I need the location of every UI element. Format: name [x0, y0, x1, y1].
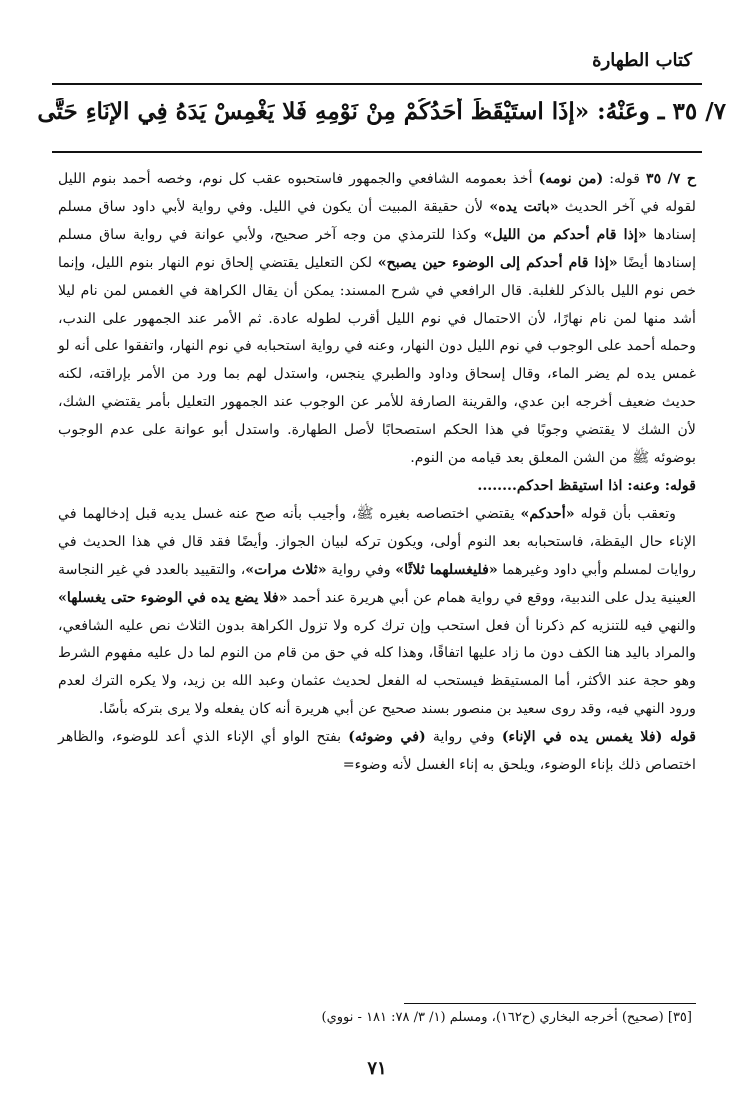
commentary-ref: ح ٧/ ٣٥ [645, 171, 696, 187]
hadith-divider [52, 151, 702, 153]
footnote: [٣٥] (صحيح) أخرجه البخاري (ح١٦٢)، ومسلم (١/ ٣/ ٧٨: ١٨١ - نووي) [321, 1010, 692, 1025]
bold-run: (في وضوئه) [348, 729, 426, 746]
commentary-body [58, 166, 696, 780]
commentary-heading [58, 473, 696, 501]
text-run: بفتح الواو أي الإناء الذي أعد للوضوء، والظاهر اختصاص ذلك بإناء الوضوء، ويلحق به إناء الغسل لأنه وضوء= [58, 729, 696, 774]
hadith-text: ٧/ ٣٥ ـ وعَنْهُ: «إذَا استَيْقَظَ أَحَدُكُمْ مِنْ نَوْمِهِ فَلا يَغْمِسْ يَدَهُ فِي الإِنَاءِ حَتَّى [37, 98, 726, 125]
bold-run: «إذا قام أحدكم من الليل» [483, 226, 647, 243]
text-run: وفي رواية [326, 561, 396, 578]
bold-run: قوله (فلا يغمس يده في الإناء) [501, 729, 696, 746]
text-run: قوله: [603, 171, 646, 187]
bold-run: «باتت يده» [489, 198, 559, 215]
text-run: والنهي فيه للتنزيه كم ذكرنا أن فعل استحب وإن ترك كره ولا تزول الكراهة بدون الثلاث نص عليه الشافعي، والمراد باليد هنا الكف دون ما زاد عليها اتفاقًا، وهذا كله في حق من قام من النوم لما دل عليه مفهوم الشرط وهو حجة عند الأكثر، أما المستيقظ فيستحب له الفعل لحديث عثمان وعبد الله بن زيد، ولا يكره الترك لعدم ورود النهي فيه، وقد روى سعيد بن منصور بسند صحيح عن أبي هريرة أنه كان يفعله ولا يرى بتركه بأسًا. [58, 617, 696, 718]
bold-run: «إذا قام أحدكم إلى الوضوء حين يصبح» [377, 254, 618, 271]
commentary-paragraph [58, 724, 696, 780]
commentary-paragraph [58, 501, 696, 724]
bold-run: «فلا يضع يده في الوضوء حتى يغسلها» [58, 589, 288, 606]
commentary-paragraph [58, 166, 696, 473]
text-run: يقتضي اختصاصه بغيره ﷺ، وأجيب بأنه صح عنه غسل يديه قبل إدخالهما في الإناء حال اليقظة، فاستحبابه بعد النوم أولى، ويكون تركه لبيان الجواز. وأيضًا فقد قال في هذا الحديث في روايات لمسلم وأبي داود وغيرهما [58, 505, 697, 578]
text-run: أخذ بعمومه الشافعي والجمهور فاستحبوه عقب كل نوم، وخصه أحمد بنوم الليل لقوله في آخر الحديث [58, 171, 697, 215]
bold-run: «ثلاث مرات» [245, 561, 327, 578]
text-run: ، والتقييد بالعدد في غير النجاسة العينية يدل على الندبية، ووقع في رواية همام عن أبي هريرة عند أحمد [58, 561, 696, 606]
bold-run: «فليغسلهما ثلاثًا» [395, 561, 498, 578]
book-title: كتاب الطهارة [592, 50, 692, 71]
text-run: لأن حقيقة المبيت أن يكون في الليل. وفي رواية لأبي داود ساق مسلم إسنادها [58, 198, 696, 243]
bold-run: قوله: وعنه: اذا استيقظ احدكم........ [477, 477, 696, 494]
text-run: وفي رواية [425, 729, 502, 746]
header-divider [52, 83, 702, 85]
text-run: وكذا للترمذي من وجه آخر صحيح، ولأبي عوانة في رواية ساق مسلم إسنادها أيضًا [58, 226, 697, 271]
footnote-divider [404, 1003, 696, 1004]
bold-run: (من نومه) [538, 171, 604, 187]
text-run: لكن التعليل يقتضي إلحاق نوم النهار بنوم الليل، وإنما خص نوم الليل بالذكر للغلبة. قال الرافعي في شرح المسند: يمكن أن يقال الكراهة في الغمس لمن نام ليلا أشد منها لمن نام نهارًا، لأن الاحتمال في نوم الليل أقرب لطوله عادة. ثم الأمر عند الجمهور على الندب، وحمله أحمد على الوجوب في نوم الليل دون النهار، وعنه في رواية استحبابه في نوم النهار، واتفقوا على أنه لو غمس يده لم يضر الماء، وقال إسحاق وداود والطبري ينجس، واستدل لهم بما ورد من الأمر بإراقته، لكنه حديث ضعيف أخرجه ابن عدي، والقرينة الصارفة للأمر عن الوجوب عند الجمهور التعليل بأمر يقتضي الشك، لأن الشك لا يقتضي وجوبًا في هذا الحكم استصحابًا لأصل الطهارة. واستدل أبو عوانة على عدم الوجوب بوضوئه ﷺ من الشن المعلق بعد قيامه من النوم. [58, 254, 696, 467]
bold-run: «أحدكم» [520, 505, 575, 522]
text-run: وتعقب بأن قوله [574, 505, 676, 522]
page-number: ٧١ [367, 1058, 387, 1079]
